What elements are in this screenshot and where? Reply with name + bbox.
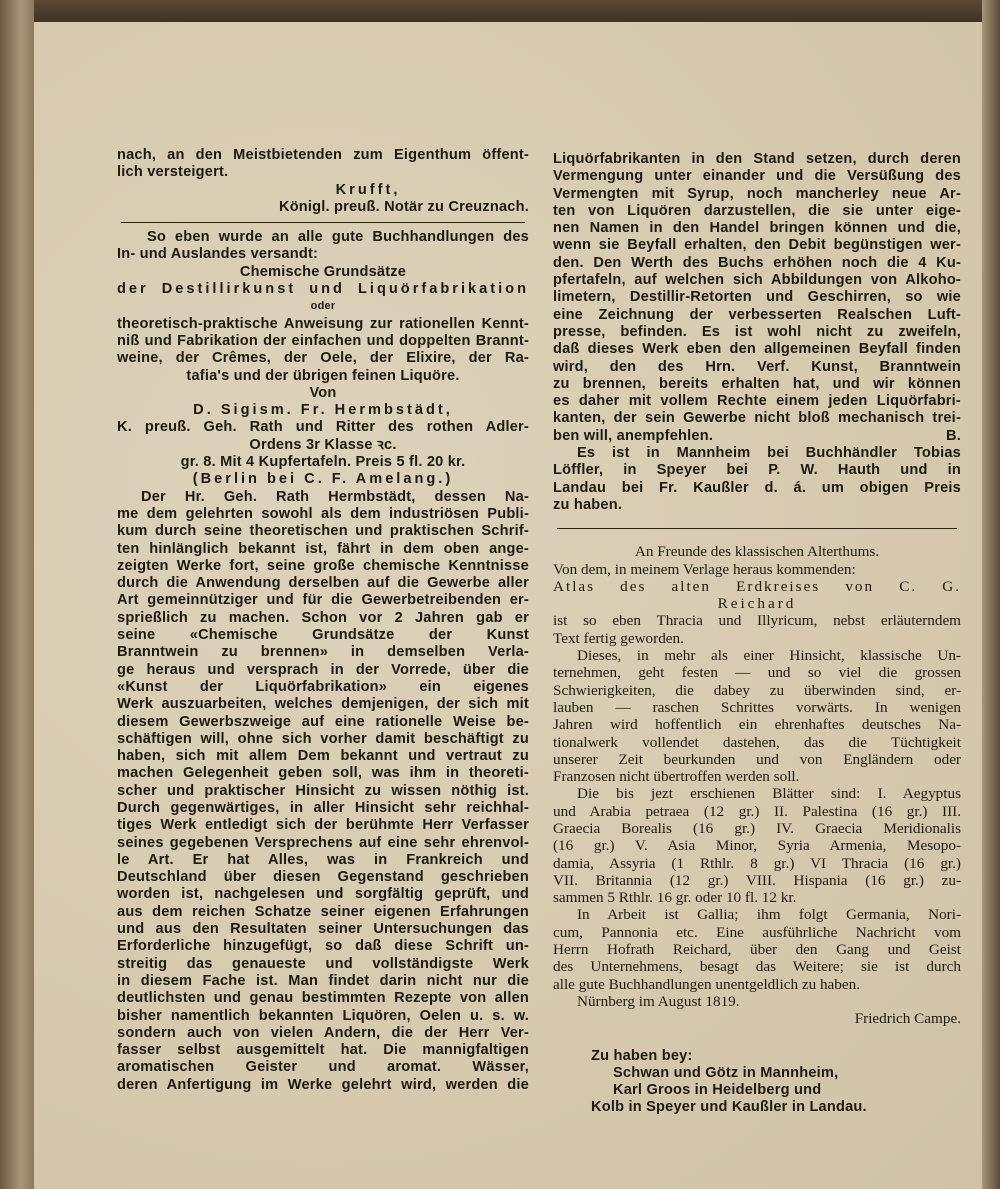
text-line: eine Zeichnung der verbesserten Realschen Luft-	[553, 306, 961, 323]
text-line: streitig das genaueste und vollständigste Werk	[117, 955, 529, 972]
text-line: ten von Liquören darzustellen, die sie unter eige-	[553, 202, 961, 219]
text-line: Franzosen nicht übertroffen werden soll.	[553, 768, 800, 786]
text-line: lauben — raschen Schrittes vorwärts. In wenigen	[553, 698, 961, 716]
text-line: unserer Zeit beurkunden und von Engländern oder	[553, 750, 961, 768]
publisher: (Berlin bei C. F. Amelang.)	[192, 471, 454, 488]
atlas-body	[553, 612, 961, 1010]
page-right-edge	[982, 0, 1000, 1189]
text-line: sammen 5 Rthlr. 16 gr. oder 10 fl. 12 kr.	[553, 889, 797, 907]
text-line: zeigten Werke fort, seine große chemische Kenntnisse	[117, 557, 529, 574]
text-line: daß dieses Werk eben den allgemeinen Beyfall finden	[553, 341, 961, 358]
book-title-line: weine, der Crêmes, der Oele, der Elixire, der Ra-	[117, 350, 529, 367]
text-line: sprießlich zu machen. Schon vor 2 Jahren gab er	[117, 609, 529, 626]
text-line: nen Namen in den Handel bringen können und die,	[553, 220, 961, 237]
where-heading: Zu haben bey:	[591, 1047, 693, 1064]
text-line: scher und praktischer Hinsicht zu wissen nöthig ist.	[117, 782, 529, 799]
text-line: damia, Assyria (1 Rthlr. 8 gr.) VI Thracia (16 gr.)	[553, 854, 961, 872]
text-line: Vermengten mit Syrup, noch mancherley neue Ar-	[553, 185, 961, 202]
review-text	[117, 489, 529, 1094]
text-line: Es ist in Mannheim bei Buchhändler Tobias	[577, 445, 961, 462]
text-line: tiges Werk entledigt sich der berühmte Herr Verfasser	[117, 817, 529, 834]
text-line: pfertafeln, auf welchen sich Abbildungen von Alkoho-	[553, 272, 961, 289]
text-line: zu haben.	[553, 496, 623, 513]
atlas-title-line: Reichard	[717, 595, 797, 613]
author-name: D. Sigism. Fr. Hermbstädt,	[193, 402, 453, 419]
signature-name: Krufft,	[335, 181, 401, 198]
text-line: limetern, Destillir-Retorten und Geschirren, so wie	[553, 289, 961, 306]
text-line: presse, befinden. Es ist wohl nicht zu zweifeln,	[553, 323, 961, 340]
text-line: machen Gelegenheit geben soll, was ihm in theoreti-	[117, 765, 529, 782]
text-line: schäftigen will, ohne sich vorher damit beschäftigt zu	[117, 730, 529, 747]
text-line: Die bis jezt erschienen Blätter sind: I. Aegyptus	[577, 785, 961, 803]
seller-line: Schwan und Götz in Mannheim,	[613, 1064, 839, 1081]
text-line: Deutschland über diesen Gegenstand geschrieben	[117, 869, 529, 886]
text-line: Herrn Hofrath Reichard, über den Gang und Geist	[553, 941, 961, 959]
book-title-line: Chemische Grundsätze	[239, 263, 407, 280]
atlas-intro-line: Von dem, in meinem Verlage heraus kommenden:	[553, 560, 856, 578]
text-line: und Arabia petraea (12 gr.) II. Palestina (16 gr.) III.	[553, 802, 961, 820]
text-line: kanten, der sein Gewerbe nicht bloß mechanisch trei-	[553, 410, 961, 427]
text-line: le Art. Er hat Alles, was in Frankreich und	[117, 851, 529, 868]
text-line: alle gute Buchhandlungen unentgeldlich zu haben.	[553, 975, 861, 993]
text-line: Nürnberg im August 1819.	[577, 992, 740, 1010]
text-line: Text fertig geworden.	[553, 629, 684, 647]
ad-intro-line: So eben wurde an alle gute Buchhandlungen des	[147, 229, 529, 246]
text-line: sondern auch von vielen Andern, die der Herr Ver-	[117, 1024, 529, 1041]
text-line: durch die Anwendung derselben auf die Gewerbe aller	[117, 575, 529, 592]
text-line: zu brennen, bereits erhalten hat, und wir können	[553, 375, 961, 392]
text-line: wenn sie Beyfall erhalten, den Debit begünstigen wer-	[553, 237, 961, 254]
text-line: deren Anfertigung im Werke gelehrt wird, werden die	[117, 1076, 529, 1093]
book-title-line: der Destillirkunst und Liquörfabrikation	[117, 281, 529, 298]
section-divider	[557, 528, 957, 529]
seller-line: Karl Groos in Heidelberg und	[613, 1082, 822, 1099]
text-line: Art gemeinnütziger und für die Gewerbetreibenden er-	[117, 592, 529, 609]
text-line: diesem Gewerbszweige auf eine rationelle Weise be-	[117, 713, 529, 730]
availability-text	[553, 445, 961, 514]
text-line: Schwierigkeiten, die dabey zu überwinden sind, er-	[553, 681, 961, 699]
text-line: es daher mit vollem Rechte einem jeden Liquörfabri-	[553, 393, 961, 410]
text-line: seine «Chemische Grundsätze der Kunst	[117, 627, 529, 644]
text-line: ternehmen, geht festen — und so viel die grossen	[553, 664, 961, 682]
text-line: wird, den des Hrn. Verf. Kunst, Branntwein	[553, 358, 961, 375]
text-line: haben, sich mit allem Dem bekannt und vertraut zu	[117, 748, 529, 765]
text-line: seines gegebenen Versprechens auf eine sehr ehrenvol-	[117, 834, 529, 851]
text-line: ge heraus und versprach in der Vorrede, über die	[117, 661, 529, 678]
left-column	[117, 147, 529, 1094]
text-line: aromatischen Geister und aromat. Wässer,	[117, 1059, 529, 1076]
review-continuation	[553, 151, 961, 445]
text-line: (16 gr.) V. Asia Minor, Syria Armenia, Mesopo-	[553, 837, 961, 855]
notice-end	[117, 147, 529, 182]
text-line: Graecia Borealis (16 gr.) IV. Graecia Meridionalis	[553, 819, 961, 837]
text-line: cum, Pannonia etc. Eine ausführliche Nachricht vom	[553, 923, 961, 941]
text-line: Vermengung unter einander und die Versüßung des	[553, 168, 961, 185]
atlas-intro-line: An Freunde des klassischen Alterthums.	[634, 543, 880, 561]
text-line: Jahren wird hoffentlich ein ehrenhaftes deutsches Na-	[553, 716, 961, 734]
text-line: aus dem reichen Schatze seiner eigenen Erfahrungen	[117, 903, 529, 920]
text-line: ben will, anempfehlen.	[553, 427, 714, 444]
text-line: In Arbeit ist Gallia; ihm folgt Germania, Nori-	[577, 906, 961, 924]
author-title-line: Ordens 3r Klasse ꝛc.	[249, 436, 397, 453]
text-line: Löffler, in Speyer bei P. W. Hauth und in	[553, 462, 961, 479]
text-line: Durch gegenwärtiges, in aller Hinsicht sehr reichhal-	[117, 799, 529, 816]
atlas-signature: Friedrich Campe.	[854, 1010, 961, 1028]
text-line: Dieses, in mehr als einer Hinsicht, klassische Un-	[577, 647, 961, 665]
text-line: Der Hr. Geh. Rath Hermbstädt, dessen Na-	[141, 488, 529, 505]
text-line: tionalwerk vollendet dastehen, das die Tüchtigkeit	[553, 733, 961, 751]
text-line: VII. Britannia (12 gr.) VIII. Hispania (16 gr.) zu-	[553, 871, 961, 889]
review-signature: B.	[946, 427, 961, 444]
text-line: Branntwein zu brennen» in demselben Verla-	[117, 644, 529, 661]
text-line: lich versteigert.	[117, 164, 229, 181]
text-line: Liquörfabrikanten in den Stand setzen, durch deren	[553, 151, 961, 167]
text-line: me dem gelehrten sowohl als dem industriösen Publi-	[117, 505, 529, 522]
text-line: kum durch seine theoretischen und praktischen Schrif-	[117, 523, 529, 540]
text-line: und aus den Resultaten seiner Untersuchungen das	[117, 921, 529, 938]
text-line: worden ist, nachgelesen und sorgfältig geprüft, und	[117, 886, 529, 903]
right-column	[553, 151, 961, 1117]
text-line: Landau bei Fr. Kaußler d. á. um obigen Preis	[553, 479, 961, 496]
text-line: «Kunst der Liquörfabrikation» ein eigenes	[117, 678, 529, 695]
text-line: bisher namentlich bekannten Liquören, Oelen u. s. w.	[117, 1007, 529, 1024]
author-title-line: K. preuß. Geh. Rath und Ritter des rothen Adler-	[117, 419, 529, 436]
format-price: gr. 8. Mit 4 Kupfertafeln. Preis 5 fl. 20 kr.	[180, 454, 466, 471]
text-line: fasser selbst ausgemittelt hat. Die mannigfaltigen	[117, 1042, 529, 1059]
by-line: Von	[309, 384, 337, 401]
ad-intro-line: In- und Auslandes versandt:	[117, 246, 319, 263]
text-line: Werk auszuarbeiten, welches demjenigen, der sich mit	[117, 696, 529, 713]
text-line: in diesem Fache ist. Man findet darin nicht nur die	[117, 972, 529, 989]
text-line: deutlichsten und genau bestimmten Rezepte von allen	[117, 990, 529, 1007]
text-line: des Unternehmens, besagt das Weitere; sie ist durch	[553, 958, 961, 976]
section-divider	[121, 222, 525, 223]
seller-line: Kolb in Speyer und Kaußler in Landau.	[591, 1099, 867, 1116]
text-line: den. Den Werth des Buchs erhöhen noch die 4 Ku-	[553, 254, 961, 271]
book-binding-edge	[0, 0, 34, 1189]
book-title-line: theoretisch-praktische Anweisung zur rationellen Kennt-	[117, 315, 529, 332]
text-line: ten hinlänglich bekannt ist, fährt in dem oben ange-	[117, 540, 529, 557]
atlas-title-line: Atlas des alten Erdkreises von C. G.	[553, 577, 961, 595]
signature-title: Königl. preuß. Notär zu Creuznach.	[278, 198, 529, 215]
text-line: Erforderliche hinzugefügt, so daß diese Schrift un-	[117, 938, 529, 955]
text-line: ist so eben Thracia und Illyricum, nebst erläuterndem	[553, 612, 961, 630]
book-title-line: oder	[310, 300, 336, 313]
text-line: nach, an den Meistbietenden zum Eigenthum öffent-	[117, 147, 529, 163]
book-title-line: tafia's und der übrigen feinen Liquöre.	[186, 367, 460, 384]
book-title-line: niß und Fabrikation der einfachen und doppelten Brannt-	[117, 332, 529, 349]
